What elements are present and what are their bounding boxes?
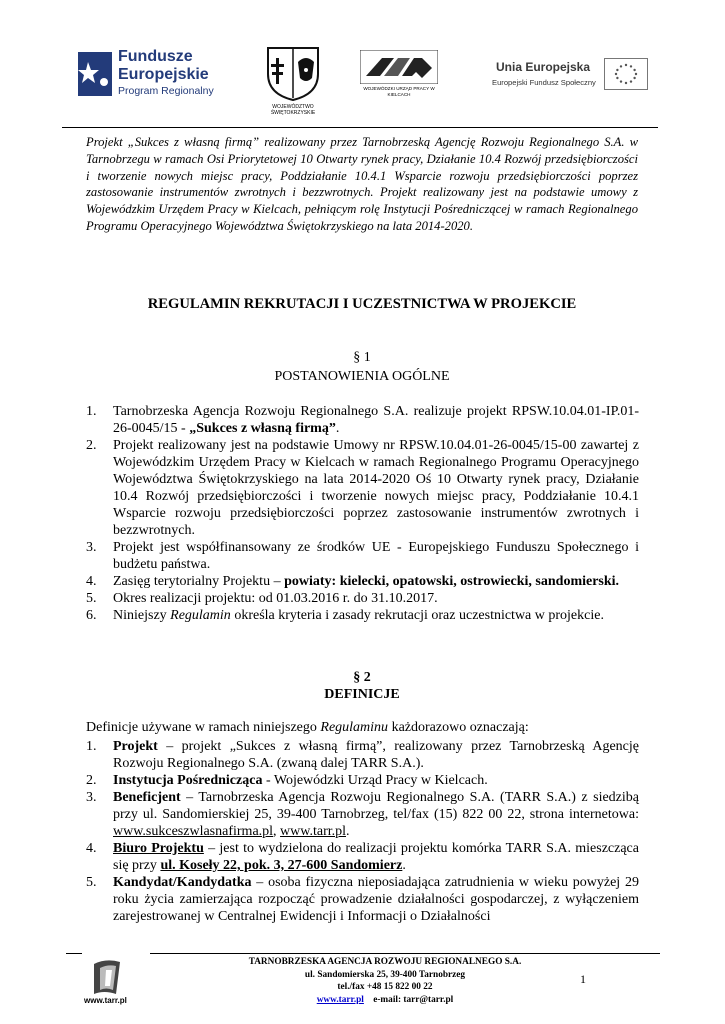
- item-number: 4.: [86, 841, 97, 856]
- tarr-logo-caption: www.tarr.pl: [84, 996, 127, 1005]
- definition-term: Beneficjent: [113, 790, 181, 805]
- item-text-end: określa kryteria i zasady rekrutacji oraz uczestnictwa w projekcie.: [230, 608, 604, 623]
- lead-regulamin: Regulaminu: [320, 720, 389, 735]
- list-item: [86, 840, 639, 874]
- section1-list: [86, 403, 639, 624]
- swietokrzyskie-logo: [262, 44, 324, 120]
- sukces-website-link[interactable]: www.sukceszwlasnafirma.pl: [113, 824, 274, 839]
- list-item: [86, 874, 639, 925]
- item-text: Projekt realizowany jest na podstawie Umowy nr RPSW.10.04.01-26-0045/15-00 zawartej z Wojewódzkim Urzędem Pracy w Kielcach w ramach Regionalnego Programu Operacyjnego Województwa Świętokrzyskiego na lata 2014-2020 Oś 10 Otwarty rynek pracy, Działanie 10.4 Rozwój przedsiębiorczości i tworzenie nowych miejsc pracy, Poddziałanie 10.4.1 Wsparcie rozwoju przedsiębiorczości poprzez zastosowanie instrumentów zwrotnych i bezzwrotnych.: [113, 438, 639, 538]
- list-item: [86, 607, 639, 624]
- list-item: [86, 738, 639, 772]
- regulamin-word: Regulamin: [170, 608, 231, 623]
- tarr-logo-icon: [86, 958, 132, 998]
- section1-heading: POSTANOWIENIA OGÓLNE: [274, 369, 450, 384]
- definition-text: – projekt „Sukces z własną firmą”, realizowany przez Tarnobrzeską Agencję Rozwoju Regionalnego S.A. (zwaną dalej TARR S.A.).: [113, 739, 639, 771]
- footer-rule: [150, 953, 660, 954]
- item-number: 3.: [86, 540, 97, 555]
- footer-phone: tel./fax +48 15 822 00 22: [337, 982, 433, 992]
- list-item: [86, 573, 639, 590]
- swietokrzyskie-caption: WOJEWÓDZTWO ŚWIĘTOKRZYSKIE: [270, 104, 316, 116]
- definitions-lead: [86, 719, 639, 736]
- project-name: „Sukces z własną firmą”: [189, 421, 336, 436]
- office-address: ul. Koseły 22, pok. 3, 27-600 Sandomierz: [160, 858, 403, 873]
- definition-text: – jest to wydzielona do realizacji projektu komórka TARR S.A. mieszcząca się przy: [113, 841, 639, 873]
- footer-contacts: [150, 994, 620, 1007]
- tarr-website-link[interactable]: www.tarr.pl: [280, 824, 347, 839]
- wup-logo: [360, 50, 438, 116]
- item-number: 3.: [86, 790, 97, 805]
- definition-text: - Wojewódzki Urząd Pracy w Kielcach.: [262, 773, 488, 788]
- footer-email[interactable]: e-mail: tarr@tarr.pl: [373, 994, 454, 1005]
- page-number: 1: [580, 972, 586, 986]
- item-text-end: .: [346, 824, 350, 839]
- fundusze-line2: Europejskie: [118, 66, 209, 83]
- item-number: 2.: [86, 438, 97, 453]
- item-text-end: .: [402, 858, 406, 873]
- section2-list: [86, 738, 639, 925]
- ue-subtitle: Europejski Fundusz Społeczny: [492, 78, 596, 87]
- item-text-end: .: [335, 421, 340, 436]
- section1-number: § 1: [353, 350, 371, 365]
- fundusze-star-icon: [78, 52, 112, 96]
- item-number: 1.: [86, 404, 97, 419]
- fundusze-europejskie-logo: [78, 48, 238, 108]
- definition-text: – Tarnobrzeska Agencja Rozwoju Regionalnego S.A. (TARR S.A.) z siedzibą przy ul. Sandomierskiej 25, 39-400 Tarnobrzeg, tel/fax (15) 822 00 22, strona internetowa:: [113, 790, 639, 822]
- footer: [150, 956, 620, 1006]
- item-text: Okres realizacji projektu: od 01.03.2016 r. do 31.10.2017.: [113, 591, 438, 606]
- list-item: [86, 403, 639, 437]
- wup-caption: WOJEWÓDZKI URZĄD PRACY W KIELCACH: [363, 86, 435, 97]
- fundusze-line3: Program Regionalny: [118, 85, 214, 97]
- unia-europejska-logo: [492, 58, 652, 98]
- link-separator: ,: [273, 824, 281, 839]
- project-intro: Projekt „Sukces z własną firmą” realizowany przez Tarnobrzeską Agencję Rozwoju Regionalnego S.A. w Tarnobrzegu w ramach Osi Priorytetowej 10 Otwarty rynek pracy, Działanie 10.4 Rozwój przedsiębiorczości i tworzenie nowych miejsc pracy, Poddziałanie 10.4.1 Wsparcie rozwoju przedsiębiorczości poprzez zastosowanie instrumentów zwrotnych i bezzwrotnych. Projekt realizowany jest na podstawie umowy z Wojewódzkim Urzędem Pracy w Kielcach, pełniącym rolę Instytucji Pośredniczącej w ramach Regionalnego Programu Operacyjnego Województwa Świętokrzyskiego na lata 2014-2020.: [86, 135, 638, 233]
- footer-address: ul. Sandomierska 25, 39-400 Tarnobrzeg: [304, 969, 466, 980]
- footer-company: TARNOBRZESKA AGENCJA ROZWOJU REGIONALNEGO S.A.: [248, 957, 522, 967]
- coat-of-arms-icon: [262, 44, 324, 102]
- header-rule: [62, 127, 658, 128]
- footer-rule-short: [66, 953, 82, 954]
- section2-number: § 2: [353, 670, 371, 685]
- list-item: [86, 789, 639, 840]
- document-title: REGULAMIN REKRUTACJI I UCZESTNICTWA W PROJEKCIE: [147, 296, 577, 312]
- item-number: 2.: [86, 773, 97, 788]
- item-text: Zasięg terytorialny Projektu –: [113, 574, 285, 589]
- logo-header: [0, 0, 725, 128]
- item-number: 6.: [86, 608, 97, 623]
- list-item: [86, 772, 639, 789]
- item-number: 4.: [86, 574, 97, 589]
- definition-term: Projekt: [113, 739, 158, 754]
- definition-term: Kandydat/Kandydatka: [113, 875, 252, 890]
- list-item: [86, 590, 639, 607]
- section2-heading: DEFINICJE: [324, 687, 400, 702]
- list-item: [86, 539, 639, 573]
- definition-term: Instytucja Pośrednicząca: [113, 773, 263, 788]
- ue-title: Unia Europejska: [496, 60, 591, 74]
- counties: powiaty: kielecki, opatowski, ostrowiecki, sandomierski.: [284, 574, 620, 589]
- list-item: [86, 437, 639, 539]
- definition-term: Biuro Projektu: [113, 841, 204, 856]
- footer-website-link[interactable]: www.tarr.pl: [316, 994, 364, 1005]
- item-text: Projekt jest współfinansowany ze środków UE - Europejskiego Funduszu Społecznego i budżetu państwa.: [113, 540, 639, 572]
- wup-arrows-icon: [360, 50, 438, 84]
- fundusze-line1: Fundusze: [118, 48, 193, 65]
- lead-text: Definicje używane w ramach niniejszego: [86, 720, 321, 735]
- item-number: 5.: [86, 591, 97, 606]
- item-number: 1.: [86, 739, 97, 754]
- item-text: Niniejszy: [113, 608, 171, 623]
- eu-flag-icon: [604, 58, 648, 90]
- lead-text-end: każdorazowo oznaczają:: [388, 720, 529, 735]
- item-text: Tarnobrzeska Agencja Rozwoju Regionalnego S.A. realizuje projekt RPSW.10.04.01-IP.01-26-0045/15 -: [113, 404, 639, 436]
- definition-text: – osoba fizyczna nieposiadająca zatrudnienia w wieku powyżej 29 roku życia zamierzająca rozpocząć prowadzenie działalności gospodarczej, z wyłączeniem zarejestrowanej w Centralnej Ewidencji i Informacji o Działalności: [113, 875, 639, 924]
- item-number: 5.: [86, 875, 97, 890]
